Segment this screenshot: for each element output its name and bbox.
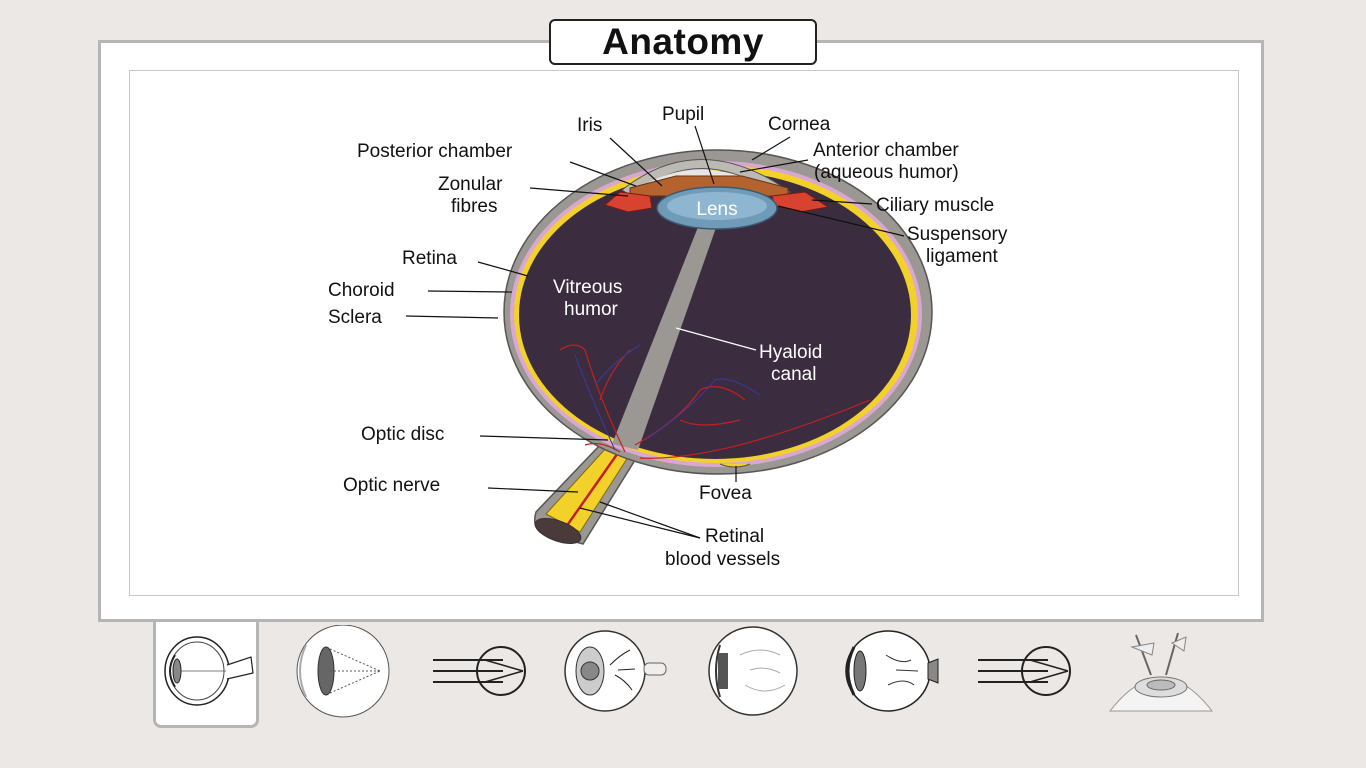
label-optic-nerve: Optic nerve xyxy=(343,475,441,496)
thumb-eye-cross-section[interactable] xyxy=(151,625,261,720)
leader-choroid xyxy=(428,291,512,292)
label-sclera: Sclera xyxy=(328,307,382,328)
leader-retinal-2 xyxy=(600,502,700,538)
label-lens: Lens xyxy=(696,199,738,220)
label-zonular-2: fibres xyxy=(451,196,498,217)
label-anterior-chamber-2: (aqueous humor) xyxy=(814,162,959,183)
label-retinal-1: Retinal xyxy=(705,526,765,547)
label-retinal-2: blood vessels xyxy=(665,549,781,570)
label-vitreous-1: Vitreous xyxy=(553,277,623,298)
label-hyaloid-1: Hyaloid xyxy=(759,342,823,363)
label-hyaloid-2: canal xyxy=(771,364,817,385)
label-vitreous-2: humor xyxy=(564,299,618,320)
page-title: Anatomy xyxy=(602,21,764,62)
thumb-eye-surgery[interactable] xyxy=(1106,625,1216,720)
thumb-lens-rays-1[interactable] xyxy=(425,625,535,720)
label-retina: Retina xyxy=(402,248,457,269)
thumb-retina-view[interactable] xyxy=(700,625,810,720)
thumb-eye-side-view[interactable] xyxy=(836,625,946,720)
label-iris: Iris xyxy=(577,115,603,136)
label-fovea: Fovea xyxy=(699,483,752,504)
label-posterior-chamber: Posterior chamber xyxy=(357,141,513,162)
label-ciliary-muscle: Ciliary muscle xyxy=(876,195,995,216)
label-suspensory-2: ligament xyxy=(926,246,998,267)
thumb-lens-rays-2[interactable] xyxy=(970,625,1080,720)
label-pupil: Pupil xyxy=(662,104,705,125)
label-zonular-1: Zonular xyxy=(438,174,503,195)
label-optic-disc: Optic disc xyxy=(361,424,445,445)
thumb-eye-focus[interactable] xyxy=(288,625,398,720)
leader-retinal-1 xyxy=(580,508,700,538)
optic-nerve-shape xyxy=(532,445,640,549)
label-suspensory-1: Suspensory xyxy=(907,224,1008,245)
label-choroid: Choroid xyxy=(328,280,395,301)
label-cornea: Cornea xyxy=(768,114,831,135)
label-anterior-chamber-1: Anterior chamber xyxy=(813,140,959,161)
thumb-eyeball-vessels[interactable] xyxy=(560,625,670,720)
leader-sclera xyxy=(406,316,498,318)
